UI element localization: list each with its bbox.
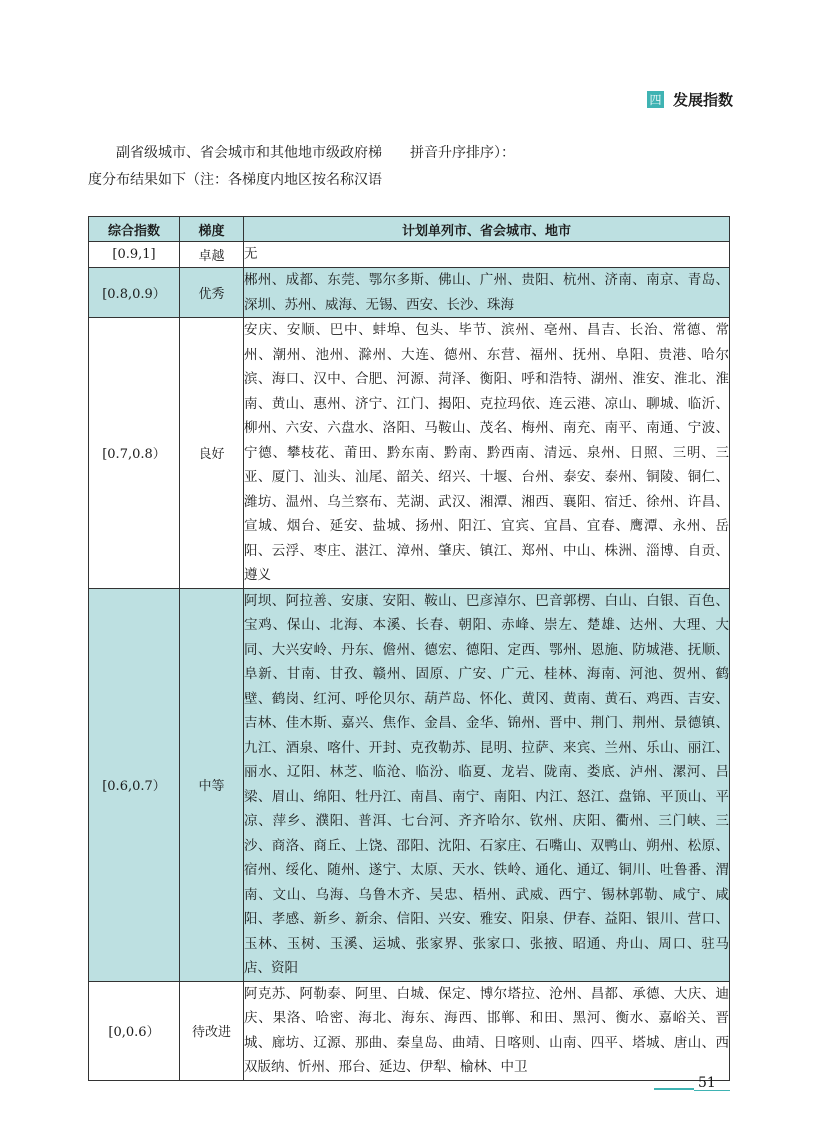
table-row [89, 268, 730, 318]
page-number: 51 [698, 1075, 716, 1091]
row-cities: 安庆、安顺、巴中、蚌埠、包头、毕节、滨州、亳州、昌吉、长治、常德、常州、潮州、池州、滁州、大连、德州、东营、福州、抚州、阜阳、贵港、哈尔滨、海口、汉中、合肥、河源、菏泽、衡阳、呼和浩特、湖州、淮安、淮北、淮南、黄山、惠州、济宁、江门、揭阳、克拉玛依、连云港、凉山、聊城、临沂、柳州、六安、六盘水、洛阳、马鞍山、茂名、梅州、南充、南平、南通、宁波、宁德、攀枝花、莆田、黔东南、黔南、黔西南、清远、泉州、日照、三明、三亚、厦门、汕头、汕尾、韶关、绍兴、十堰、台州、泰安、泰州、铜陵、铜仁、潍坊、温州、乌兰察布、芜湖、武汉、湘潭、湘西、襄阳、宿迁、徐州、许昌、宣城、烟台、延安、盐城、扬州、阳江、宜宾、宜昌、宜春、鹰潭、永州、岳阳、云浮、枣庄、湛江、漳州、肇庆、镇江、郑州、中山、株洲、淄博、自贡、遵义 [244, 318, 730, 589]
row-index: [0.7,0.8） [89, 318, 180, 589]
intro-line-2: 度分布结果如下（注：各梯度内地区按名称汉语 [88, 172, 382, 188]
row-index: [0.9,1] [89, 242, 180, 268]
table-row [89, 318, 730, 589]
row-grade: 卓越 [180, 242, 244, 268]
row-grade: 待改进 [180, 981, 244, 1080]
row-grade: 中等 [180, 588, 244, 981]
section-header [647, 89, 733, 110]
row-cities: 无 [244, 242, 730, 268]
section-number-badge: 四 [647, 91, 664, 108]
intro-paragraph [88, 140, 728, 194]
row-index: [0,0.6） [89, 981, 180, 1080]
footer-accent-bar [654, 1088, 694, 1090]
table-row [89, 242, 730, 268]
intro-line-1: 副省级城市、省会城市和其他地市级政府梯 拼音升序排序）： [116, 145, 515, 161]
section-title: 发展指数 [673, 91, 734, 109]
row-grade: 优秀 [180, 268, 244, 318]
row-cities: 阿坝、阿拉善、安康、安阳、鞍山、巴彦淖尔、巴音郭楞、白山、白银、百色、宝鸡、保山、北海、本溪、长春、朝阳、赤峰、崇左、楚雄、达州、大理、大同、大兴安岭、丹东、儋州、德宏、德阳、定西、鄂州、恩施、防城港、抚顺、阜新、甘南、甘孜、赣州、固原、广安、广元、桂林、海南、河池、贺州、鹤壁、鹤岗、红河、呼伦贝尔、葫芦岛、怀化、黄冈、黄南、黄石、鸡西、吉安、吉林、佳木斯、嘉兴、焦作、金昌、金华、锦州、晋中、荆门、荆州、景德镇、九江、酒泉、喀什、开封、克孜勒苏、昆明、拉萨、来宾、兰州、乐山、丽江、丽水、辽阳、林芝、临沧、临汾、临夏、龙岩、陇南、娄底、泸州、漯河、吕梁、眉山、绵阳、牡丹江、南昌、南宁、南阳、内江、怒江、盘锦、平顶山、平凉、萍乡、濮阳、普洱、七台河、齐齐哈尔、钦州、庆阳、衢州、三门峡、三沙、商洛、商丘、上饶、邵阳、沈阳、石家庄、石嘴山、双鸭山、朔州、松原、宿州、绥化、随州、遂宁、太原、天水、铁岭、通化、通辽、铜川、吐鲁番、渭南、文山、乌海、乌鲁木齐、吴忠、梧州、武威、西宁、锡林郭勒、咸宁、咸阳、孝感、新乡、新余、信阳、兴安、雅安、阳泉、伊春、益阳、银川、营口、玉林、玉树、玉溪、运城、张家界、张家口、张掖、昭通、舟山、周口、驻马店、资阳 [244, 588, 730, 981]
grade-distribution-table [88, 216, 730, 1081]
table-row [89, 588, 730, 981]
row-cities: 阿克苏、阿勒泰、阿里、白城、保定、博尔塔拉、沧州、昌都、承德、大庆、迪庆、果洛、哈密、海北、海东、海西、邯郸、和田、黑河、衡水、嘉峪关、晋城、廊坊、辽源、那曲、秦皇岛、曲靖、日喀则、山南、四平、塔城、唐山、西双版纳、忻州、邢台、延边、伊犁、榆林、中卫 [244, 981, 730, 1080]
table-row [89, 981, 730, 1080]
table-header-row [89, 217, 730, 242]
row-index: [0.6,0.7） [89, 588, 180, 981]
header-cities: 计划单列市、省会城市、地市 [244, 217, 730, 242]
row-grade: 良好 [180, 318, 244, 589]
header-index: 综合指数 [89, 217, 180, 242]
row-index: [0.8,0.9） [89, 268, 180, 318]
header-grade: 梯度 [180, 217, 244, 242]
row-cities: 郴州、成都、东莞、鄂尔多斯、佛山、广州、贵阳、杭州、济南、南京、青岛、深圳、苏州、威海、无锡、西安、长沙、珠海 [244, 268, 730, 318]
